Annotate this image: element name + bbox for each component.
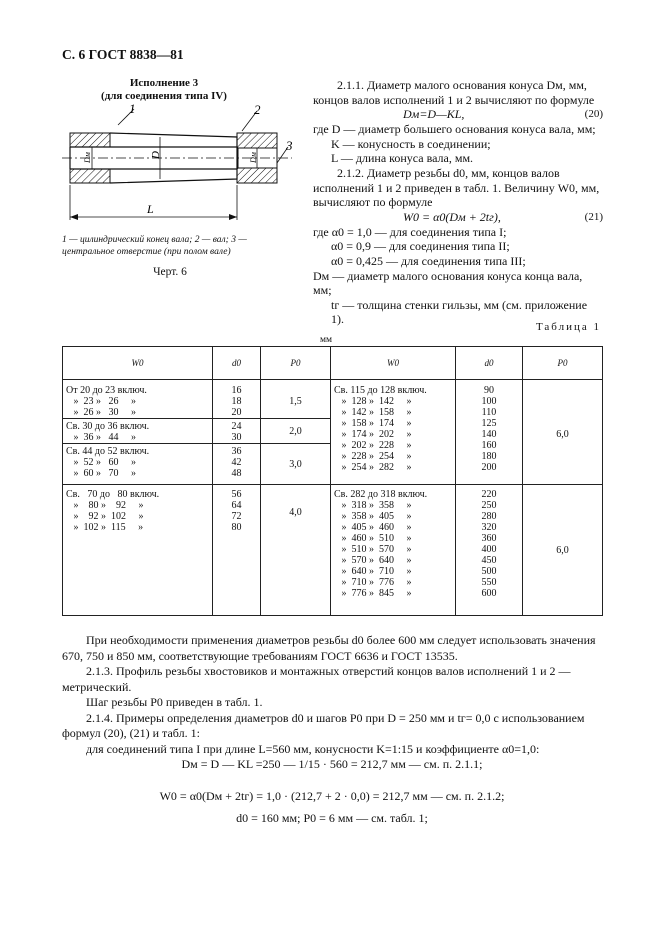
col-d0-right: d0 <box>456 347 523 380</box>
body-para-5: для соединений типа I при длине L=560 мм, конусности K=1:15 и коэффициенте α0=1,0: <box>86 741 540 756</box>
cell-p: 4,0 <box>261 485 331 616</box>
figure-caption: 1 — цилиндрический конец вала; 2 — вал; 3 — центральное отверстие (при полом вале) <box>62 235 247 257</box>
shaft-top-section <box>70 133 110 147</box>
cell-p: 3,0 <box>261 444 331 485</box>
equation-21 <box>313 210 603 225</box>
equation-21-text: W0 = α0(Dм + 2tг), <box>403 209 501 224</box>
cell-w-right: Св. 282 до 318 включ. » 318 » 358 » » 358 » 405 » » 405 » 460 » » 460 » 510 » » 510 » 570 » » 570 » 640 » » 640 » 710 » » 710 » 776 » » 776 » 845 » <box>331 485 456 616</box>
col-w0-right: W0 <box>331 347 456 380</box>
col-p0-right: P0 <box>523 347 603 380</box>
col-w0: W0 <box>63 347 213 380</box>
cell-p-right: 6,0 <box>523 380 603 485</box>
cell-d: 16 18 20 <box>213 380 261 419</box>
example-calc-3: d0 = 160 мм; P0 = 6 мм — см. табл. 1; <box>236 811 428 825</box>
label-1: 1 <box>129 103 136 116</box>
tg-definition: tг — толщина стенки гильзы, мм (см. приложение 1). <box>331 297 588 327</box>
cell-w: Св. 44 до 52 включ. » 52 » 60 » » 60 » 70 » <box>63 444 213 485</box>
body-para-1: При необходимости применения диаметров резьбы d0 более 600 мм следует использовать значения 670, 750 и 850 мм, соответствующие требованиям ГОСТ 6636 и ГОСТ 13535. <box>62 633 596 663</box>
where-l: L — длина конуса вала, мм. <box>331 151 474 166</box>
table-row <box>63 485 603 616</box>
equation-20-text: Dм=D—KL, <box>403 107 465 122</box>
cell-d-right: 220 250 280 320 360 400 450 500 550 600 <box>456 485 523 616</box>
where-d: где D — диаметр большего основания конуса вала, мм; <box>313 122 596 137</box>
cell-w-right: Св. 115 до 128 включ. » 128 » 142 » » 142 » 158 » » 158 » 174 » » 174 » 202 » » 202 » 228 » » 228 » 254 » » 254 » 282 » <box>331 380 456 485</box>
equation-20 <box>313 107 603 122</box>
example-calc-1: Dм = D — KL =250 — 1/15 · 560 = 212,7 мм — см. п. 2.1.1; <box>181 757 483 771</box>
shaft-bottom-section <box>70 169 110 183</box>
body-para-4: 2.1.4. Примеры определения диаметров d0 и шагов P0 при D = 250 мм и tг= 0,0 с использованием формул (20), (21) и табл. 1: <box>62 710 585 740</box>
figure-title-line2: (для соединения типа IV) <box>101 90 227 102</box>
cell-d: 24 30 <box>213 419 261 444</box>
cell-d-right: 90 100 110 125 140 160 180 200 <box>456 380 523 485</box>
page-header: С. 6 ГОСТ 8838—81 <box>62 47 184 62</box>
dm-definition: Dм — диаметр малого основания конуса конца вала, мм; <box>313 268 583 298</box>
cell-p: 2,0 <box>261 419 331 444</box>
table-row <box>63 380 603 419</box>
label-3: 3 <box>286 138 293 153</box>
body-para-2: 2.1.3. Профиль резьбы хвостовиков и монтажных отверстий концов валов исполнений 1 и 2 — метрический. <box>62 664 571 694</box>
equation-21-number: (21) <box>584 210 603 223</box>
shaft-drawing <box>62 103 302 231</box>
figure-title <box>64 77 264 103</box>
col-p0: P0 <box>261 347 331 380</box>
table-unit: мм <box>320 335 333 345</box>
alpha-type-3: α0 = 0,425 — для соединения типа III; <box>331 253 526 268</box>
figure-label: Черт. 6 <box>153 266 187 278</box>
body-para-3: Шаг резьбы P0 приведен в табл. 1. <box>86 695 263 709</box>
cell-w: Св. 70 до 80 включ. » 80 » 92 » » 92 » 102 » » 102 » 115 » <box>63 485 213 616</box>
where-k: K — конусность в соединении; <box>331 136 491 151</box>
figure-title-line1: Исполнение 3 <box>129 77 199 89</box>
para-2-1-2: 2.1.2. Диаметр резьбы d0, мм, концов валов исполнений 1 и 2 приведен в табл. 1. Величину W0, мм, вычисляют по формуле <box>313 165 600 210</box>
equation-20-number: (20) <box>584 108 603 121</box>
cell-p: 1,5 <box>261 380 331 419</box>
dim-d-label: D <box>150 151 162 159</box>
cell-d: 56 64 72 80 <box>213 485 261 616</box>
alpha-type-1: где α0 = 1,0 — для соединения типа I; <box>313 224 507 239</box>
table-1 <box>62 346 603 616</box>
dim-dm-label: Dм <box>83 152 92 163</box>
alpha-type-2: α0 = 0,9 — для соединения типа II; <box>331 239 510 254</box>
label-2: 2 <box>254 103 261 117</box>
cell-d: 36 42 48 <box>213 444 261 485</box>
dim-d0-label: Dм <box>249 152 258 163</box>
col-d0: d0 <box>213 347 261 380</box>
para-2-1-1: 2.1.1. Диаметр малого основания конуса Dм, мм, концов валов исполнений 1 и 2 вычисляют по формуле <box>313 78 595 107</box>
table-header-row <box>63 347 603 380</box>
dim-l-label: L <box>147 202 154 216</box>
table-label: Таблица 1 <box>535 321 601 333</box>
cell-p-right: 6,0 <box>523 485 603 616</box>
example-calc-2: W0 = α0(Dм + 2tг) = 1,0 · (212,7 + 2 · 0,0) = 212,7 мм — см. п. 2.1.2; <box>159 789 505 803</box>
cell-w: От 20 до 23 включ. » 23 » 26 » » 26 » 30 » <box>63 380 213 419</box>
cell-w: Св. 30 до 36 включ. » 36 » 44 » <box>63 419 213 444</box>
right-column <box>313 78 603 327</box>
body-text <box>62 633 602 757</box>
